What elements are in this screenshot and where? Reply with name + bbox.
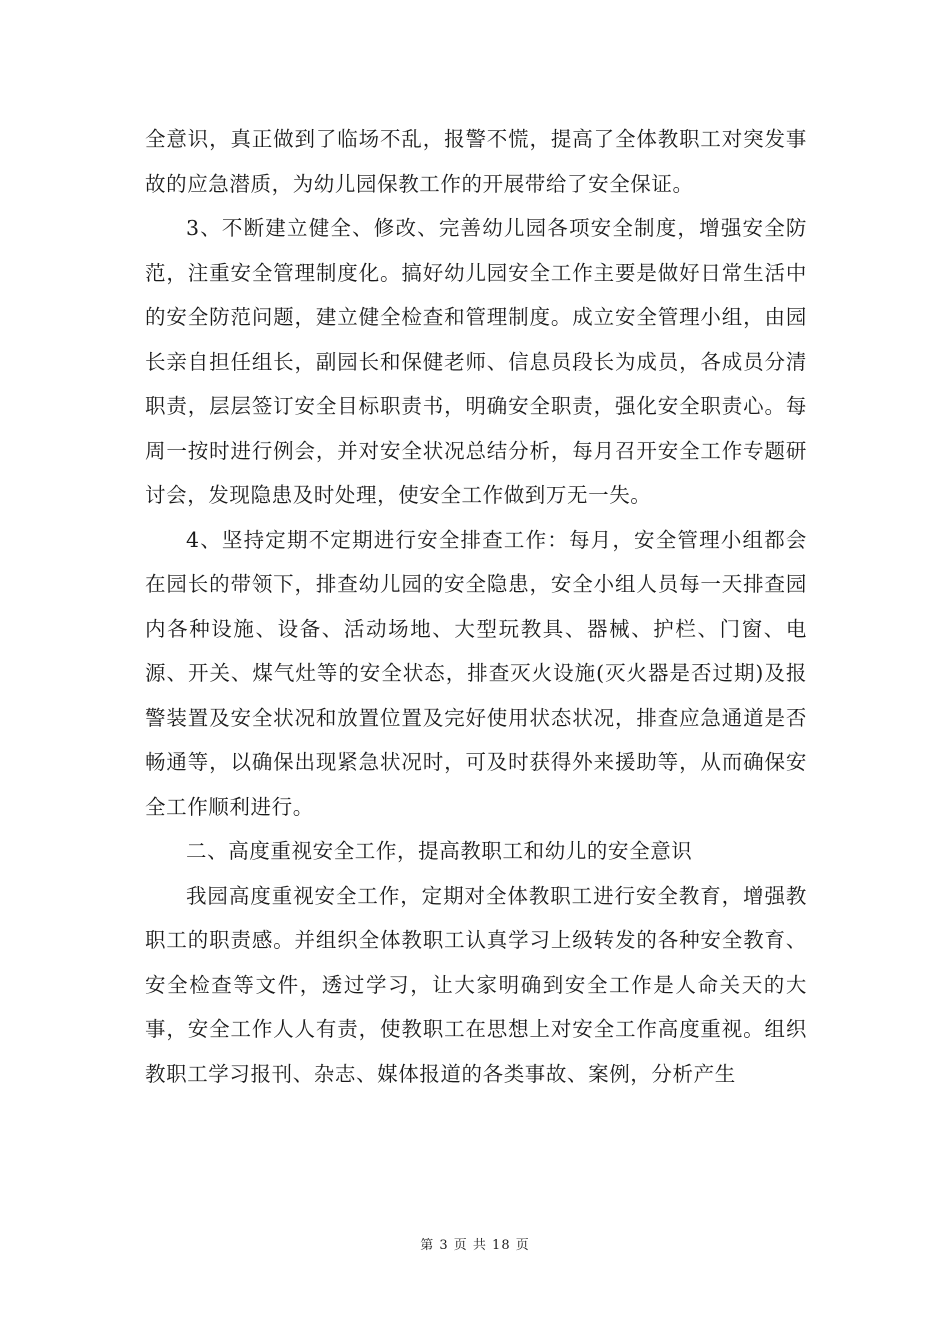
paragraph-continuation: 全意识，真正做到了临场不乱，报警不慌，提高了全体教职工对突发事故的应急潜质，为幼儿园保教工作的开展带给了安全保证。: [145, 127, 807, 196]
section-heading-2: 二、高度重视安全工作，提高教职工和幼儿的安全意识: [186, 839, 693, 863]
paragraph-section-2-body: 我园高度重视安全工作，定期对全体教职工进行安全教育，增强教职工的职责感。并组织全体教职工认真学习上级转发的各种安全教育、安全检查等文件，透过学习，让大家明确到安全工作是人命关天的大事，安全工作人人有责，使教职工在思想上对安全工作高度重视。组织教职工学习报刊、杂志、媒体报道的各类事故、案例，分析产生: [145, 883, 807, 1086]
paragraph-item-3: 3、不断建立健全、修改、完善幼儿园各项安全制度，增强安全防范，注重安全管理制度化。搞好幼儿园安全工作主要是做好日常生活中的安全防范问题，建立健全检查和管理制度。成立安全管理小组，由园长亲自担任组长，副园长和保健老师、信息员段长为成员，各成员分清职责，层层签订安全目标职责书，明确安全职责，强化安全职责心。每周一按时进行例会，并对安全状况总结分析，每月召开安全工作专题研讨会，发现隐患及时处理，使安全工作做到万无一失。: [145, 216, 807, 507]
page-number-footer: 第 3 页 共 18 页: [420, 1238, 530, 1253]
body-text: [145, 117, 807, 1096]
paragraph-item-4: 4、坚持定期不定期进行安全排查工作：每月，安全管理小组都会在园长的带领下，排查幼儿园的安全隐患，安全小组人员每一天排查园内各种设施、设备、活动场地、大型玩教具、器械、护栏、门窗、电源、开关、煤气灶等的安全状态，排查灭火设施(灭火器是否过期)及报警装置及安全状况和放置位置及完好使用状态状况，排查应急通道是否畅通等，以确保出现紧急状况时，可及时获得外来援助等，从而确保安全工作顺利进行。: [145, 527, 807, 819]
